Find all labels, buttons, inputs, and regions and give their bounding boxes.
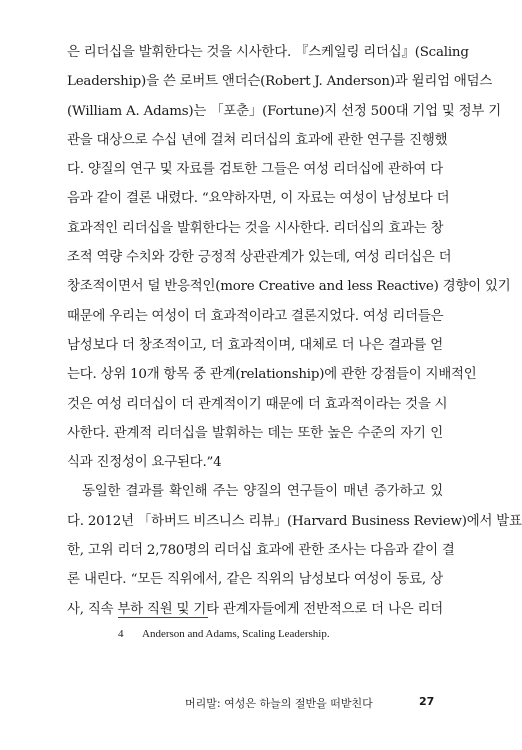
body-line: 한, 고위 리더 2,780명의 리더십 효과에 관한 조사는 다음과 같이 결 (67, 543, 455, 559)
footnote-text: Anderson and Adams, Scaling Leadership. (142, 628, 330, 640)
body-line: Leadership)을 쓴 로버트 앤더슨(Robert J. Anderson)과 윌리엄 애덤스 (67, 74, 493, 90)
body-line: 은 리더십을 발휘한다는 것을 시사한다. 『스케일링 리더십』(Scaling (67, 45, 469, 60)
body-line: 것은 여성 리더십이 더 관계적이기 때문에 더 효과적이라는 것을 시 (67, 396, 448, 412)
body-line: 창조적이면서 덜 반응적인(more Creative and less Reactive) 경향이 있기 (67, 279, 511, 295)
body-line: 사, 직속 부하 직원 및 기타 관계자들에게 전반적으로 더 나은 리더 (67, 601, 443, 617)
body-text (67, 38, 522, 624)
running-head: 머리말: 여성은 하늘의 절반을 떠받친다 (185, 697, 373, 710)
body-line: 는다. 상위 10개 항목 중 관계(relationship)에 관한 강점들이 지배적인 (67, 367, 477, 383)
body-line: 다. 양질의 연구 및 자료를 검토한 그들은 여성 리더십에 관하여 다 (67, 162, 443, 178)
body-line: 식과 진정성이 요구된다.”4 (67, 455, 222, 471)
body-line: 때문에 우리는 여성이 더 효과적이라고 결론지었다. 여성 리더들은 (67, 308, 444, 324)
body-line: 다. 2012년 「하버드 비즈니스 리뷰」(Harvard Business Review)에서 발표 (67, 513, 522, 529)
footnote-number: 4 (118, 628, 124, 640)
body-line: 론 내린다. “모든 직위에서, 같은 직위의 남성보다 여성이 동료, 상 (67, 572, 443, 588)
body-line: 음과 같이 결론 내렸다. “요약하자면, 이 자료는 여성이 남성보다 더 (67, 191, 450, 207)
body-line: 조적 역량 수치와 강한 긍정적 상관관계가 있는데, 여성 리더십은 더 (67, 250, 452, 266)
page-number: 27 (419, 695, 435, 708)
body-line: 사한다. 관계적 리더십을 발휘하는 데는 또한 높은 수준의 자기 인 (67, 425, 443, 441)
body-line: 남성보다 더 창조적이고, 더 효과적이며, 대체로 더 나은 결과를 얻 (67, 337, 443, 353)
body-line: 관을 대상으로 수십 년에 걸쳐 리더십의 효과에 관한 연구를 진행했 (67, 132, 448, 148)
body-line: 효과적인 리더십을 발휘한다는 것을 시사한다. 리더십의 효과는 창 (67, 220, 444, 236)
footnote-divider (118, 617, 208, 618)
body-line: (William A. Adams)는 「포춘」(Fortune)지 선정 500대 기업 및 정부 기 (67, 103, 501, 119)
body-line: 동일한 결과를 확인해 주는 양질의 연구들이 매년 증가하고 있 (82, 484, 443, 500)
footnote (118, 628, 330, 640)
